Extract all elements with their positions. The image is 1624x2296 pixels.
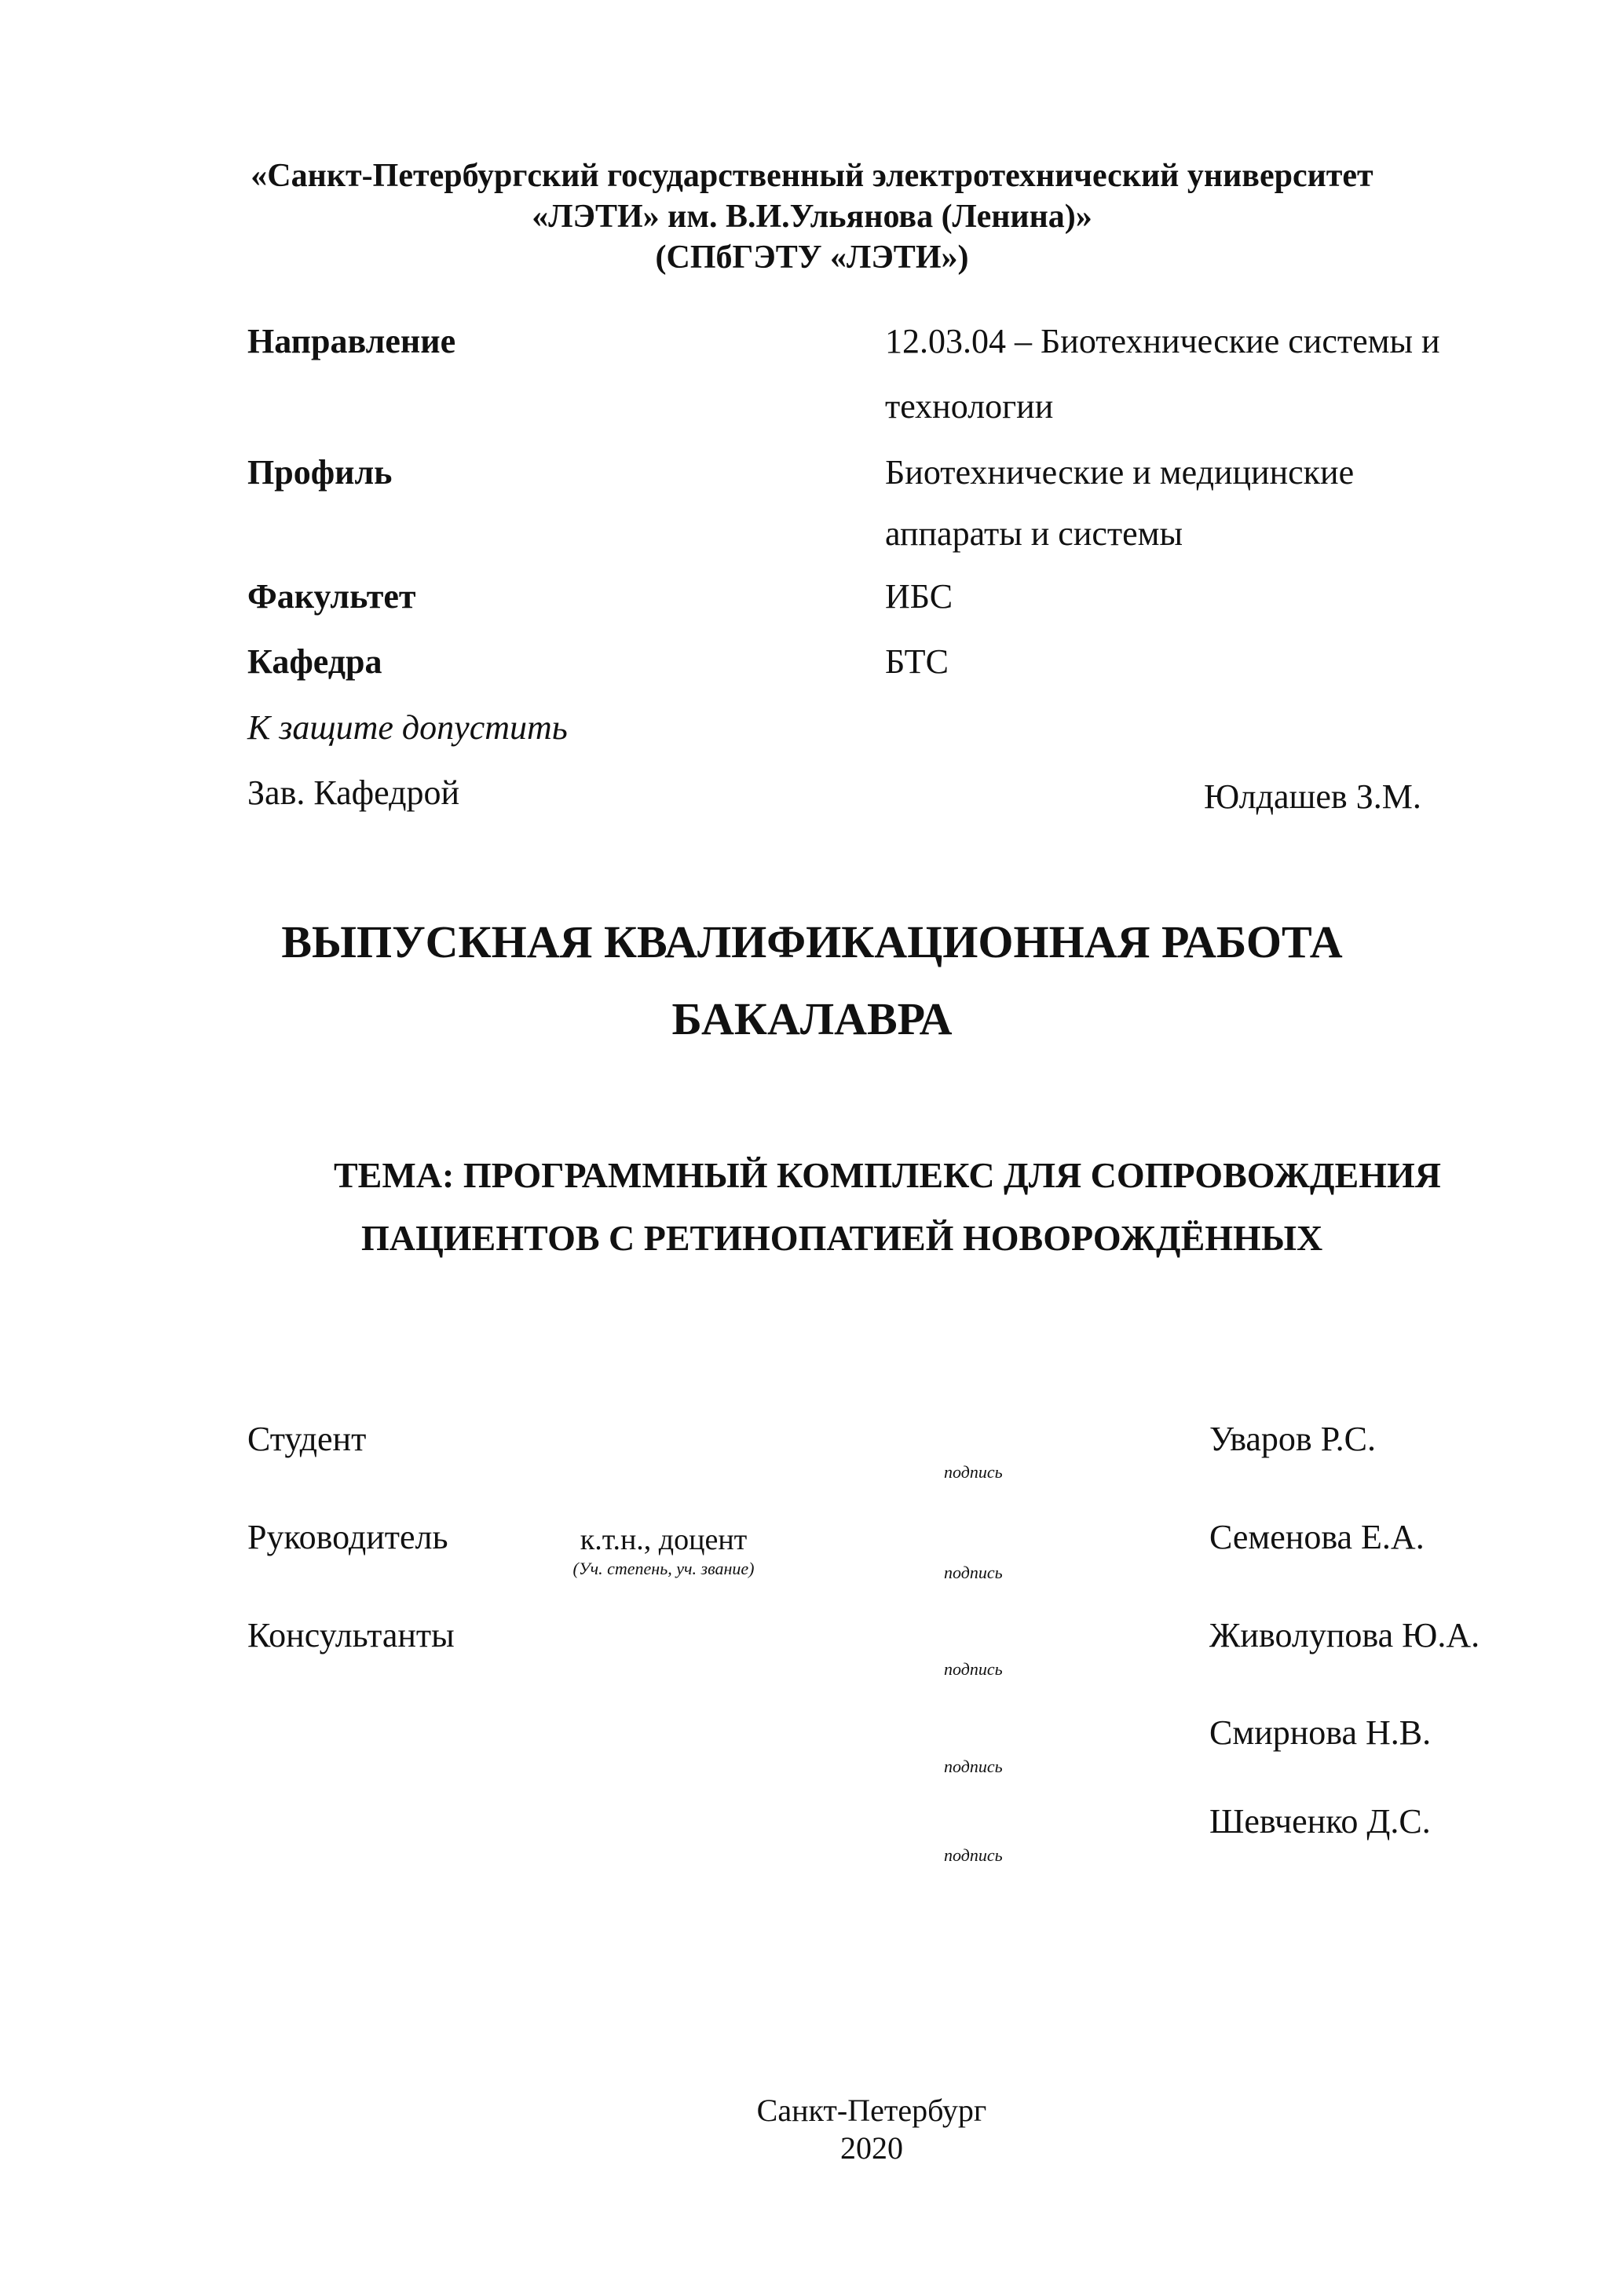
direction-label: Направление <box>247 322 456 360</box>
department-value: БТС <box>885 642 949 681</box>
university-name-line-1: «Санкт-Петербургский государственный электротехнический университет <box>251 158 1373 194</box>
document-title-line-2: БАКАЛАВРА <box>671 993 953 1044</box>
consultant-3-signature-hint: подпись <box>944 1845 1003 1865</box>
student-name: Уваров Р.С. <box>1209 1420 1377 1458</box>
profile-value-line-1: Биотехнические и медицинские <box>885 453 1355 492</box>
consultants-label: Консультанты <box>247 1616 455 1654</box>
year: 2020 <box>840 2130 903 2166</box>
faculty-value: ИБС <box>885 577 953 616</box>
student-label: Студент <box>247 1420 367 1458</box>
supervisor-degree-hint: (Уч. степень, уч. звание) <box>572 1559 755 1578</box>
profile-value-line-2: аппараты и системы <box>885 514 1183 553</box>
university-abbreviation: (СПбГЭТУ «ЛЭТИ») <box>655 239 969 276</box>
consultant-3-name: Шевченко Д.С. <box>1209 1802 1431 1841</box>
head-of-department-label: Зав. Кафедрой <box>247 773 460 812</box>
department-label: Кафедра <box>247 642 382 681</box>
topic-line-1: ТЕМА: ПРОГРАММНЫЙ КОМПЛЕКС ДЛЯ СОПРОВОЖДЕНИЯ <box>334 1155 1441 1195</box>
consultant-1-signature-hint: подпись <box>944 1659 1003 1679</box>
student-signature-hint: подпись <box>944 1462 1003 1482</box>
profile-label: Профиль <box>247 453 393 492</box>
direction-value-line-1: 12.03.04 – Биотехнические системы и <box>885 322 1440 360</box>
supervisor-label: Руководитель <box>247 1518 448 1556</box>
direction-value-line-2: технологии <box>885 387 1054 426</box>
city: Санкт-Петербург <box>756 2093 987 2128</box>
admit-to-defense: К защите допустить <box>247 708 568 747</box>
document-title-line-1: ВЫПУСКНАЯ КВАЛИФИКАЦИОННАЯ РАБОТА <box>281 916 1343 967</box>
supervisor-signature-hint: подпись <box>944 1563 1003 1582</box>
supervisor-name: Семенова Е.А. <box>1209 1518 1425 1556</box>
topic-line-2: ПАЦИЕНТОВ С РЕТИНОПАТИЕЙ НОВОРОЖДЁННЫХ <box>361 1218 1323 1258</box>
consultant-2-signature-hint: подпись <box>944 1757 1003 1776</box>
supervisor-degree: к.т.н., доцент <box>580 1523 748 1556</box>
consultant-1-name: Живолупова Ю.А. <box>1209 1616 1480 1654</box>
consultant-2-name: Смирнова Н.В. <box>1209 1713 1432 1752</box>
university-name-line-2: «ЛЭТИ» им. В.И.Ульянова (Ленина)» <box>532 199 1092 235</box>
faculty-label: Факультет <box>247 577 416 616</box>
head-of-department-name: Юлдашев З.М. <box>1204 777 1421 816</box>
